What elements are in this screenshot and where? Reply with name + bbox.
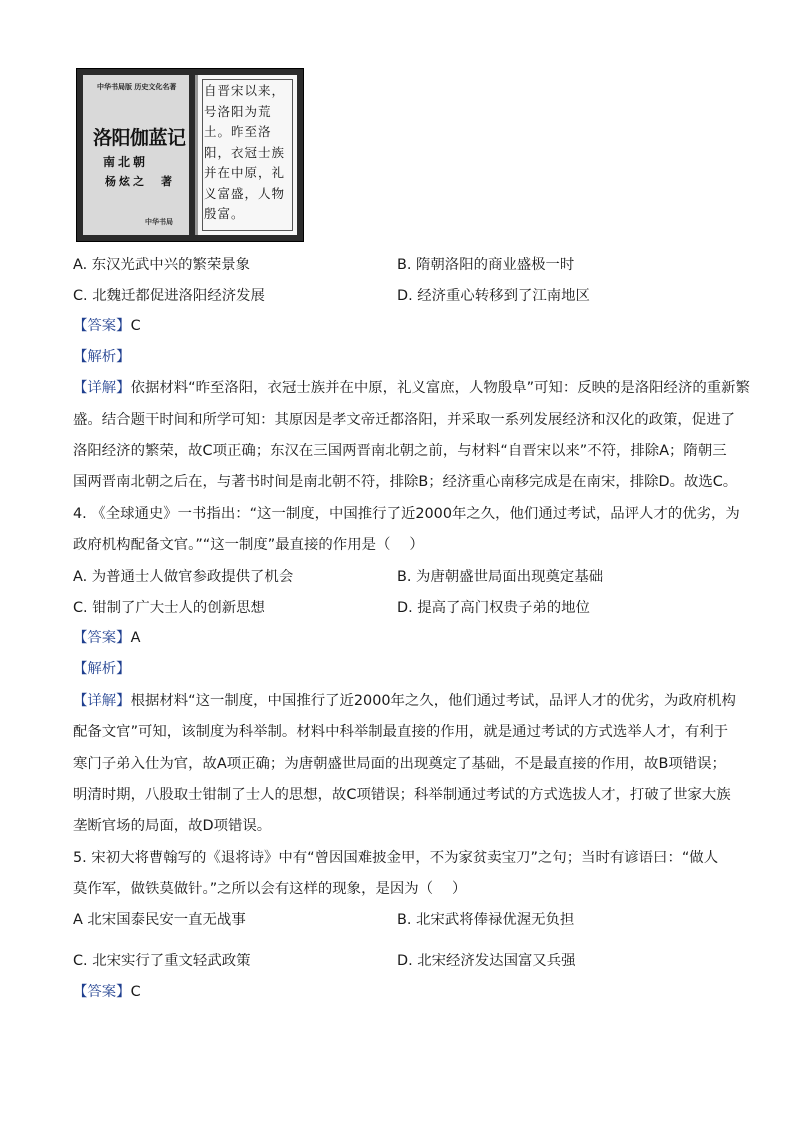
q4-analysis-label: 【解析】 — [73, 661, 131, 677]
detail-text: 依据材料“昨至洛阳，衣冠士族并在中原，礼义富庶，人物殷阜”可知：反映的是洛阳经济的重新繁 — [130, 380, 750, 396]
answer-value: A — [130, 630, 141, 646]
q3-option-d: D. 经济重心转移到了江南地区 — [397, 288, 590, 304]
q3-option-c: C. 北魏迁都促进洛阳经济发展 — [73, 288, 265, 304]
q5-stem-line-2: 莫作军，做铁莫做针。”之所以会有这样的现象，是因为（ ） — [73, 881, 467, 897]
q5-option-b: B. 北宋武将俸禄优渥无负担 — [397, 912, 575, 928]
cover-quote-panel — [195, 75, 297, 235]
q4-stem-line-1: 4. 《全球通史》一书指出：“这一制度，中国推行了近2000年之久，他们通过考试，品评人才的优劣，为 — [73, 506, 740, 522]
answer-value: C — [130, 318, 141, 334]
q4-option-b: B. 为唐朝盛世局面出现奠定基础 — [397, 569, 604, 585]
q4-detail-line-4: 明清时期，八股取士钳制了士人的思想，故C项错误；科举制通过考试的方式选拔人才，打破了世家大族 — [73, 787, 731, 803]
q3-analysis-label: 【解析】 — [73, 349, 131, 365]
q4-detail-line-2: 配备文官”可知，该制度为科举制。材料中科举制最直接的作用，就是通过考试的方式选举人才，有利于 — [73, 724, 729, 740]
cover-publisher: 中华书局 — [145, 218, 173, 226]
q5-answer — [73, 982, 141, 1002]
cover-author: 杨炫之 著 — [105, 175, 175, 188]
detail-text: 根据材料“这一制度，中国推行了近2000年之久，他们通过考试，品评人才的优劣，为政府机构 — [130, 693, 736, 709]
q5-stem-line-1: 5. 宋初大将曹翰写的《退将诗》中有“曾因国难披金甲，不为家贫卖宝刀”之句；当时有谚语曰：“做人 — [73, 850, 719, 866]
cover-series: 中华书局版 历史文化名著 — [97, 83, 177, 91]
q3-answer — [73, 316, 141, 336]
q4-stem-line-2: 政府机构配备文官。”“这一制度”最直接的作用是（ ） — [73, 537, 424, 553]
cover-dynasty: 南北朝 — [103, 155, 149, 169]
cover-left-panel — [83, 75, 189, 235]
q5-option-a: A 北宋国泰民安一直无战事 — [73, 912, 246, 928]
q3-detail-line-2: 盛。结合题干时间和所学可知：其原因是孝文帝迁都洛阳，并采取一系列发展经济和汉化的政策，促进了 — [73, 412, 735, 428]
answer-value: C — [130, 984, 141, 1000]
q4-option-c: C. 钳制了广大士人的创新思想 — [73, 600, 265, 616]
cover-quote: 自晋宋以来，号洛阳为荒土。昨至洛阳，衣冠士族并在中原，礼义富盛，人物殷富。 — [204, 83, 286, 221]
detail-label: 【详解】 — [73, 380, 131, 396]
detail-label: 【详解】 — [73, 693, 131, 709]
answer-label: 【答案】 — [73, 984, 131, 1000]
q3-option-a: A. 东汉光武中兴的繁荣景象 — [73, 257, 251, 273]
q4-detail-line-5: 垄断官场的局面，故D项错误。 — [73, 818, 272, 834]
q5-option-d: D. 北宋经济发达国富又兵强 — [397, 953, 576, 969]
q4-option-a: A. 为普通士人做官参政提供了机会 — [73, 569, 294, 585]
q4-detail-line-1 — [73, 691, 736, 711]
answer-label: 【答案】 — [73, 318, 131, 334]
answer-label: 【答案】 — [73, 630, 131, 646]
q5-option-c: C. 北宋实行了重文轻武政策 — [73, 953, 251, 969]
book-cover-image — [76, 68, 304, 242]
q3-detail-line-1 — [73, 378, 750, 398]
q4-detail-line-3: 寒门子弟入仕为官，故A项正确；为唐朝盛世局面的出现奠定了基础，不是最直接的作用，故B项错误； — [73, 756, 726, 772]
q3-detail-line-4: 国两晋南北朝之后在，与著书时间是南北朝不符，排除B；经济重心南移完成是在南宋，排除D。故选C。 — [73, 474, 738, 490]
q3-detail-line-3: 洛阳经济的繁荣，故C项正确；东汉在三国两晋南北朝之前，与材料“自晋宋以来”不符，排除A；隋朝三 — [73, 443, 727, 459]
q4-answer — [73, 628, 140, 648]
q3-option-b: B. 隋朝洛阳的商业盛极一时 — [397, 257, 575, 273]
cover-title: 洛阳伽蓝记 — [93, 127, 186, 149]
q4-option-d: D. 提高了高门权贵子弟的地位 — [397, 600, 590, 616]
